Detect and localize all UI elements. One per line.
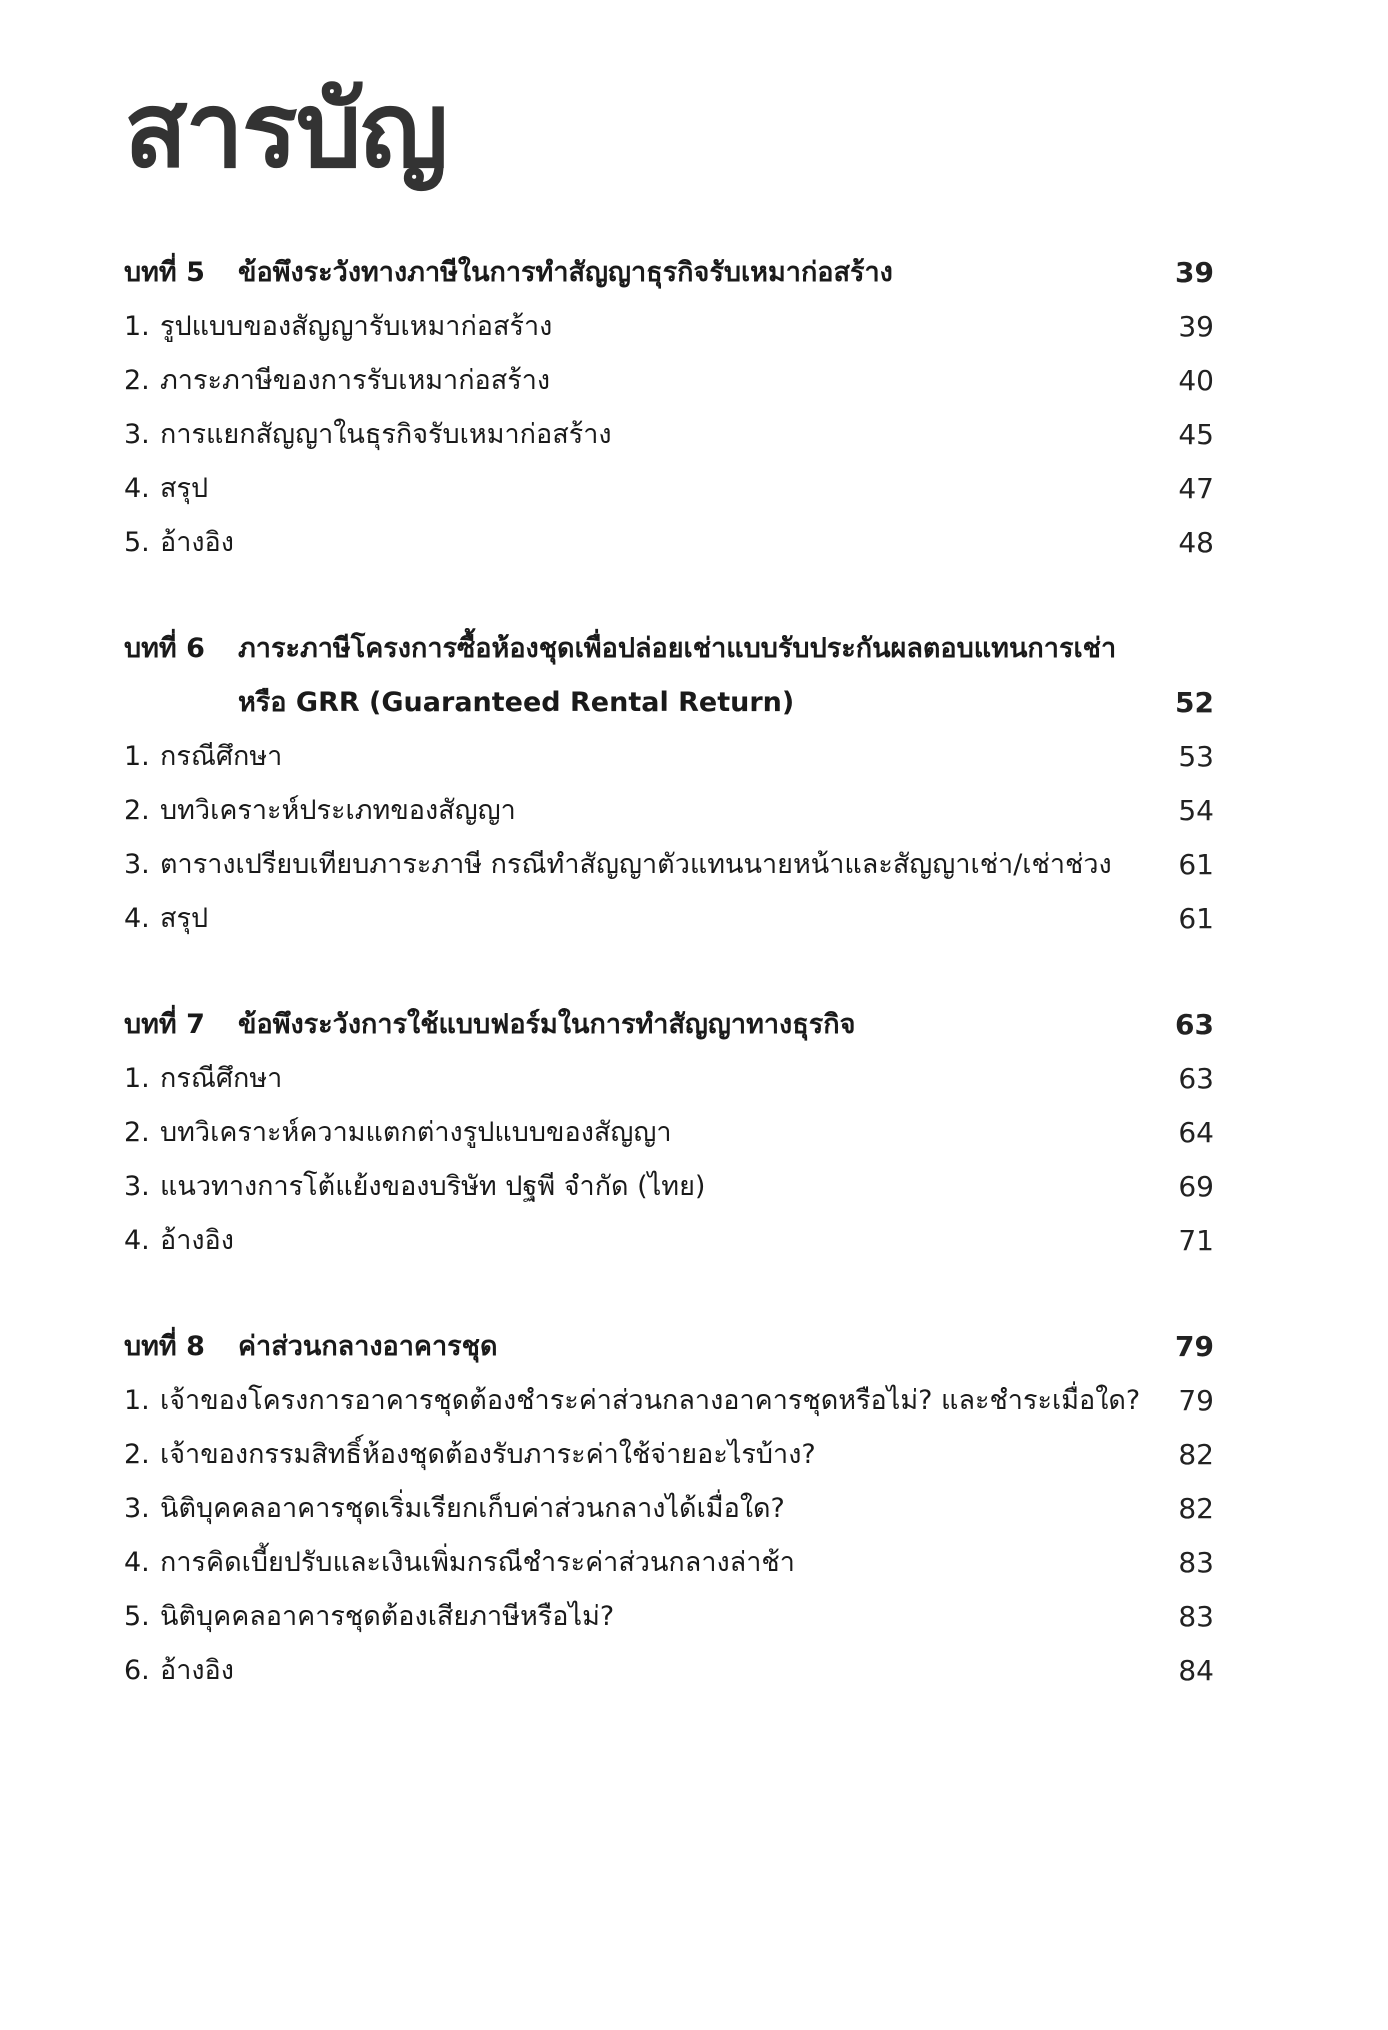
chapter-7	[124, 998, 1214, 1268]
entry-title: เจ้าของกรรมสิทธิ์ห้องชุดต้องรับภาระค่าใช้จ่ายอะไรบ้าง?	[160, 1439, 816, 1470]
entry-title: สรุป	[160, 903, 209, 934]
toc-entry[interactable]	[124, 1214, 1214, 1268]
page-number: 82	[1178, 1438, 1214, 1471]
page-number: 54	[1178, 794, 1214, 827]
entry-title: สรุป	[160, 473, 209, 504]
toc-entry[interactable]	[124, 408, 1214, 462]
entry-title: บทวิเคราะห์ประเภทของสัญญา	[160, 795, 516, 826]
chapter-5	[124, 246, 1214, 570]
page-number: 83	[1178, 1546, 1214, 1579]
page-title: สารบัญ	[124, 69, 447, 191]
entry-number: 1.	[124, 1385, 150, 1416]
entry-number: 2.	[124, 1117, 150, 1148]
chapter-title: ข้อพึงระวังทางภาษีในการทำสัญญาธุรกิจรับเหมาก่อสร้าง	[238, 257, 893, 288]
page-number: 39	[1178, 310, 1214, 343]
toc-entry[interactable]	[124, 1482, 1214, 1536]
toc-entry[interactable]	[124, 300, 1214, 354]
page-number: 82	[1178, 1492, 1214, 1525]
entry-title: นิติบุคคลอาคารชุดต้องเสียภาษีหรือไม่?	[160, 1601, 615, 1632]
chapter-label: บทที่ 7	[124, 1009, 205, 1040]
chapter-heading[interactable]	[124, 246, 1214, 300]
chapter-label: บทที่ 6	[124, 633, 205, 664]
entry-number: 4.	[124, 903, 150, 934]
entry-title: เจ้าของโครงการอาคารชุดต้องชำระค่าส่วนกลางอาคารชุดหรือไม่? และชำระเมื่อใด?	[160, 1385, 1141, 1416]
toc-entry[interactable]	[124, 1428, 1214, 1482]
entry-number: 1.	[124, 311, 150, 342]
chapter-title-continued: หรือ GRR (Guaranteed Rental Return)	[238, 687, 795, 718]
chapter-8	[124, 1320, 1214, 1698]
page-number: 45	[1178, 418, 1214, 451]
chapter-label: บทที่ 8	[124, 1331, 205, 1362]
entry-title: การคิดเบี้ยปรับและเงินเพิ่มกรณีชำระค่าส่วนกลางล่าช้า	[160, 1547, 795, 1578]
page-number: 48	[1178, 526, 1214, 559]
entry-title: แนวทางการโต้แย้งของบริษัท ปฐพี จำกัด (ไทย)	[160, 1171, 706, 1202]
page-number: 63	[1178, 1062, 1214, 1095]
page-number: 47	[1178, 472, 1214, 505]
toc-entry[interactable]	[124, 516, 1214, 570]
toc-entry[interactable]	[124, 1160, 1214, 1214]
entry-title: บทวิเคราะห์ความแตกต่างรูปแบบของสัญญา	[160, 1117, 672, 1148]
table-of-contents	[124, 246, 1214, 1750]
entry-number: 3.	[124, 419, 150, 450]
toc-entry[interactable]	[124, 1052, 1214, 1106]
toc-entry[interactable]	[124, 730, 1214, 784]
chapter-heading-continued[interactable]	[124, 676, 1214, 730]
entry-number: 2.	[124, 1439, 150, 1470]
toc-entry[interactable]	[124, 838, 1214, 892]
toc-entry[interactable]	[124, 892, 1214, 946]
toc-entry[interactable]	[124, 1536, 1214, 1590]
entry-number: 1.	[124, 1063, 150, 1094]
entry-number: 4.	[124, 1225, 150, 1256]
chapter-title: ข้อพึงระวังการใช้แบบฟอร์มในการทำสัญญาทางธุรกิจ	[238, 1009, 856, 1040]
chapter-title: ค่าส่วนกลางอาคารชุด	[238, 1331, 498, 1362]
entry-number: 1.	[124, 741, 150, 772]
page-number: 64	[1178, 1116, 1214, 1149]
page-number: 53	[1178, 740, 1214, 773]
entry-title: นิติบุคคลอาคารชุดเริ่มเรียกเก็บค่าส่วนกลางได้เมื่อใด?	[160, 1493, 785, 1524]
chapter-label: บทที่ 5	[124, 257, 205, 288]
page-number: 40	[1178, 364, 1214, 397]
entry-number: 4.	[124, 473, 150, 504]
chapter-6	[124, 622, 1214, 946]
page-number: 83	[1178, 1600, 1214, 1633]
page-number: 79	[1175, 1330, 1214, 1363]
chapter-heading[interactable]	[124, 622, 1214, 676]
toc-entry[interactable]	[124, 354, 1214, 408]
entry-title: ภาระภาษีของการรับเหมาก่อสร้าง	[160, 365, 551, 396]
page-number: 52	[1175, 686, 1214, 719]
page-number: 61	[1178, 902, 1214, 935]
page-number: 69	[1178, 1170, 1214, 1203]
page-number: 84	[1178, 1654, 1214, 1687]
toc-entry[interactable]	[124, 1106, 1214, 1160]
page-number: 79	[1178, 1384, 1214, 1417]
toc-entry[interactable]	[124, 784, 1214, 838]
entry-number: 6.	[124, 1655, 150, 1686]
entry-title: อ้างอิง	[160, 1655, 234, 1686]
entry-title: ตารางเปรียบเทียบภาระภาษี กรณีทำสัญญาตัวแทนนายหน้าและสัญญาเช่า/เช่าช่วง	[160, 849, 1112, 880]
page-number: 61	[1178, 848, 1214, 881]
toc-entry[interactable]	[124, 1644, 1214, 1698]
entry-title: กรณีศึกษา	[160, 1063, 283, 1094]
page-number: 63	[1175, 1008, 1214, 1041]
chapter-title: ภาระภาษีโครงการซื้อห้องชุดเพื่อปล่อยเช่าแบบรับประกันผลตอบแทนการเช่า	[238, 633, 1117, 664]
entry-number: 2.	[124, 795, 150, 826]
entry-number: 3.	[124, 849, 150, 880]
chapter-heading[interactable]	[124, 998, 1214, 1052]
page-number: 71	[1178, 1224, 1214, 1257]
entry-title: กรณีศึกษา	[160, 741, 283, 772]
entry-number: 5.	[124, 527, 150, 558]
page-number: 39	[1175, 256, 1214, 289]
toc-entry[interactable]	[124, 462, 1214, 516]
entry-title: รูปแบบของสัญญารับเหมาก่อสร้าง	[160, 311, 553, 342]
entry-title: อ้างอิง	[160, 1225, 234, 1256]
entry-title: อ้างอิง	[160, 527, 234, 558]
entry-number: 3.	[124, 1171, 150, 1202]
toc-entry[interactable]	[124, 1590, 1214, 1644]
entry-title: การแยกสัญญาในธุรกิจรับเหมาก่อสร้าง	[160, 419, 612, 450]
chapter-heading[interactable]	[124, 1320, 1214, 1374]
entry-number: 2.	[124, 365, 150, 396]
entry-number: 4.	[124, 1547, 150, 1578]
entry-number: 3.	[124, 1493, 150, 1524]
toc-entry[interactable]	[124, 1374, 1214, 1428]
entry-number: 5.	[124, 1601, 150, 1632]
